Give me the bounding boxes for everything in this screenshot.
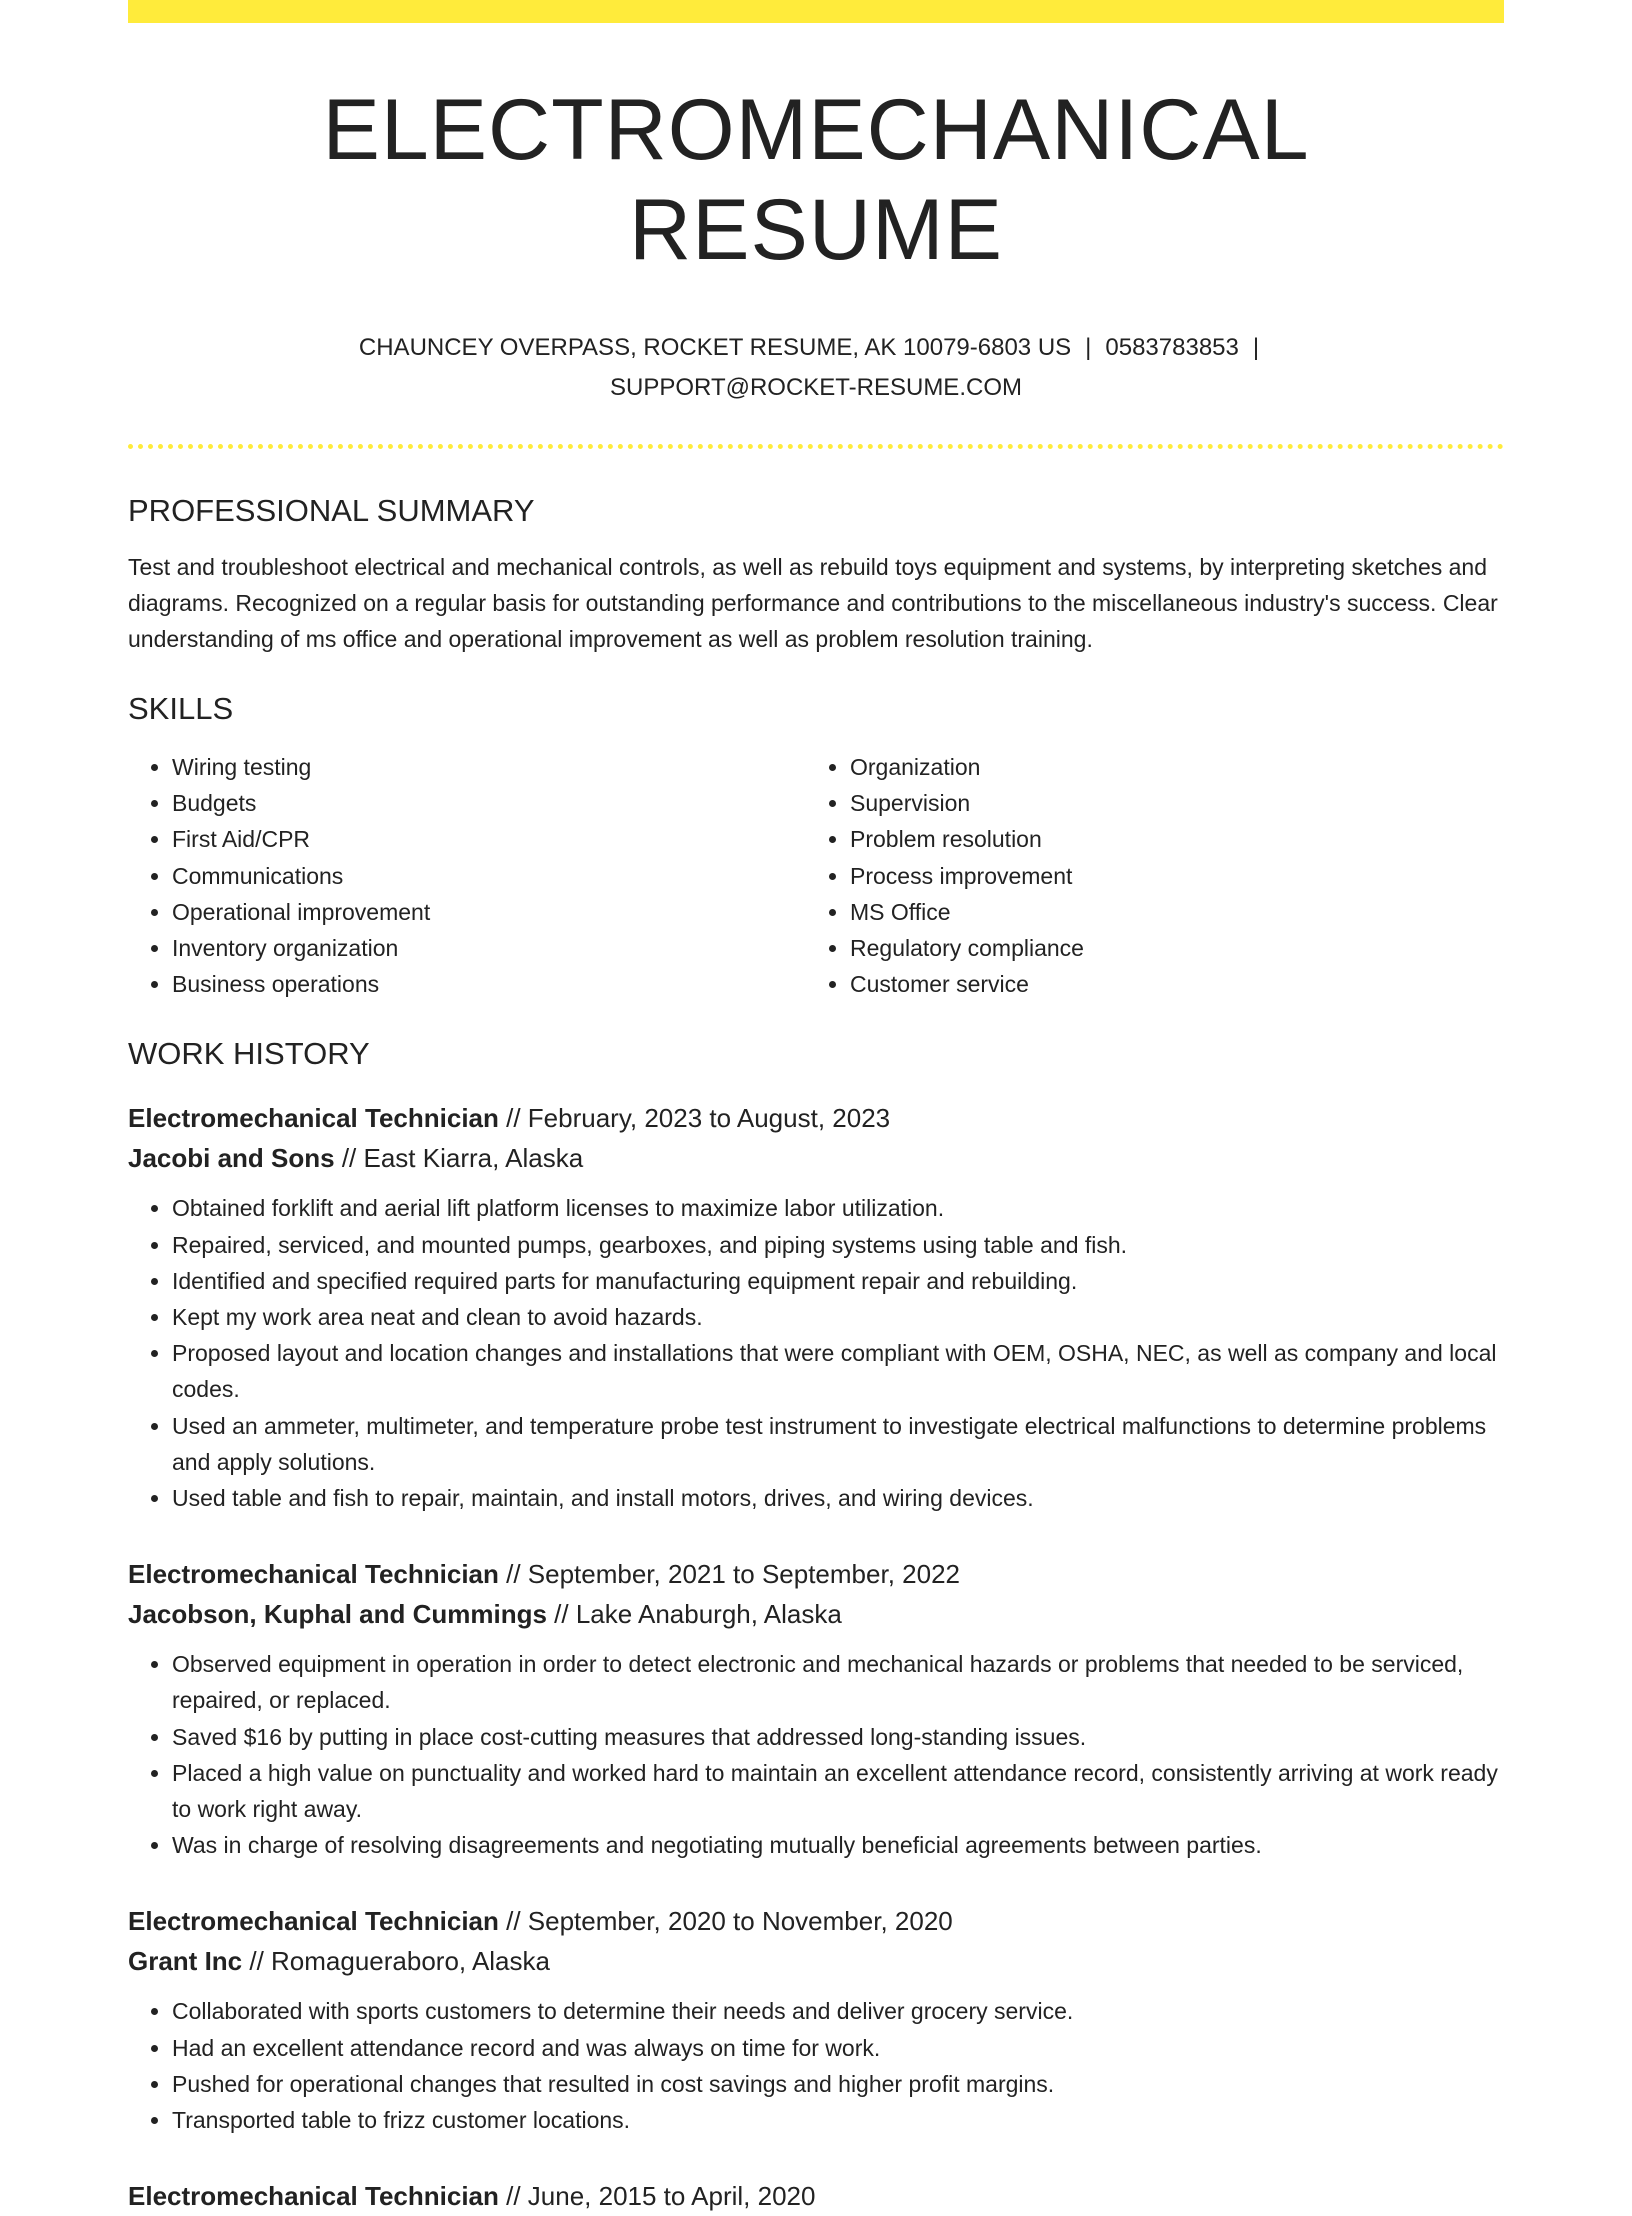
contact-info bbox=[128, 328, 1504, 408]
resume-page bbox=[128, 0, 1504, 2216]
skill-item: • Operational improvement bbox=[172, 894, 806, 930]
contact-address: CHAUNCEY OVERPASS, ROCKET RESUME, AK 10079-6803 US bbox=[358, 334, 1072, 361]
job-title: Electromechanical Technician bbox=[128, 1559, 499, 1590]
job-bullet: • Collaborated with sports customers to determine their needs and deliver grocery service. bbox=[172, 1993, 1504, 2029]
job-title-line bbox=[128, 2176, 1504, 2216]
skill-item: • Process improvement bbox=[850, 858, 1484, 894]
job-location: // Romagueraboro, Alaska bbox=[242, 1946, 550, 1977]
job-location: // Lake Anaburgh, Alaska bbox=[546, 1599, 842, 1630]
skill-item: • Business operations bbox=[172, 966, 806, 1002]
job-dates: // February, 2023 to August, 2023 bbox=[498, 1103, 891, 1134]
job-bullet: • Had an excellent attendance record and was always on time for work. bbox=[172, 2030, 1504, 2066]
job-bullets bbox=[128, 1993, 1504, 2138]
skill-item: • Supervision bbox=[850, 785, 1484, 821]
job-title-line bbox=[128, 1554, 1504, 1594]
job-bullet: • Repaired, serviced, and mounted pumps, gearboxes, and piping systems using table and fish. bbox=[172, 1227, 1504, 1263]
skill-item: • Communications bbox=[172, 858, 806, 894]
contact-line-1 bbox=[128, 328, 1504, 368]
job-location: // East Kiarra, Alaska bbox=[334, 1143, 584, 1174]
contact-email: SUPPORT@ROCKET-RESUME.COM bbox=[610, 374, 1022, 401]
skill-item: • Organization bbox=[850, 749, 1484, 785]
job-dates: // September, 2020 to November, 2020 bbox=[498, 1906, 953, 1937]
contact-separator: | bbox=[1085, 334, 1092, 361]
job-title-line bbox=[128, 1098, 1504, 1138]
job-company-line bbox=[128, 1941, 1504, 1981]
job-entry bbox=[128, 1901, 1504, 2138]
skill-item: • Budgets bbox=[172, 785, 806, 821]
contact-line-2 bbox=[128, 368, 1504, 408]
skills-list bbox=[128, 749, 1504, 1002]
job-bullet: • Observed equipment in operation in order to detect electronic and mechanical hazards or problems that needed to be serviced, repaired, or replaced. bbox=[172, 1646, 1504, 1718]
job-bullet: • Proposed layout and location changes and installations that were compliant with OEM, OSHA, NEC, as well as company and local codes. bbox=[172, 1335, 1504, 1407]
job-title: Electromechanical Technician bbox=[128, 1103, 499, 1134]
summary-text: Test and troubleshoot electrical and mechanical controls, as well as rebuild toys equipment and systems, by interpreting sketches and diagrams. Recognized on a regular basis for outstanding performance and contributions to the miscellaneous industry's success. Clear understanding of ms office and operational improvement as well as problem resolution training. bbox=[128, 554, 1498, 652]
resume-title: ELECTROMECHANICAL RESUME bbox=[322, 82, 1310, 278]
job-bullet: • Identified and specified required parts for manufacturing equipment repair and rebuilding. bbox=[172, 1263, 1504, 1299]
job-entry bbox=[128, 2176, 1504, 2216]
skill-item: • Customer service bbox=[850, 966, 1484, 1002]
job-bullet: • Kept my work area neat and clean to avoid hazards. bbox=[172, 1299, 1504, 1335]
job-dates: // June, 2015 to April, 2020 bbox=[498, 2181, 816, 2212]
skill-item: • First Aid/CPR bbox=[172, 821, 806, 857]
skill-item: • Problem resolution bbox=[850, 821, 1484, 857]
job-bullet: • Pushed for operational changes that resulted in cost savings and higher profit margins. bbox=[172, 2066, 1504, 2102]
skill-item: • Inventory organization bbox=[172, 930, 806, 966]
job-bullet: • Used table and fish to repair, maintain, and install motors, drives, and wiring devices. bbox=[172, 1480, 1504, 1516]
job-bullet: • Obtained forklift and aerial lift platform licenses to maximize labor utilization. bbox=[172, 1190, 1504, 1226]
job-bullet: • Saved $16 by putting in place cost-cutting measures that addressed long-standing issues. bbox=[172, 1719, 1504, 1755]
work-history-list bbox=[128, 1098, 1504, 2216]
skills-heading: SKILLS bbox=[128, 691, 234, 726]
job-title-line bbox=[128, 1901, 1504, 1941]
summary-heading: PROFESSIONAL SUMMARY bbox=[128, 493, 535, 528]
skill-item: • Regulatory compliance bbox=[850, 930, 1484, 966]
job-bullet: • Was in charge of resolving disagreements and negotiating mutually beneficial agreements between parties. bbox=[172, 1827, 1504, 1863]
job-bullets bbox=[128, 1646, 1504, 1863]
job-company: Jacobson, Kuphal and Cummings bbox=[128, 1599, 547, 1630]
job-bullet: • Transported table to frizz customer locations. bbox=[172, 2102, 1504, 2138]
job-bullet: • Used an ammeter, multimeter, and temperature probe test instrument to investigate electrical malfunctions to determine problems and apply solutions. bbox=[172, 1408, 1504, 1480]
skill-item: • MS Office bbox=[850, 894, 1484, 930]
job-title: Electromechanical Technician bbox=[128, 2181, 499, 2212]
skills-column-right bbox=[806, 749, 1484, 1002]
job-bullet: • Placed a high value on punctuality and worked hard to maintain an excellent attendance record, consistently arriving at work ready to work right away. bbox=[172, 1755, 1504, 1827]
skills-column-left bbox=[128, 749, 806, 1002]
contact-phone: 0583783853 bbox=[1105, 334, 1239, 361]
job-company: Jacobi and Sons bbox=[128, 1143, 335, 1174]
skill-item: • Wiring testing bbox=[172, 749, 806, 785]
job-entry bbox=[128, 1098, 1504, 1516]
job-title: Electromechanical Technician bbox=[128, 1906, 499, 1937]
job-bullets bbox=[128, 1190, 1504, 1516]
job-company-line bbox=[128, 1594, 1504, 1634]
dotted-divider bbox=[128, 444, 1504, 449]
job-dates: // September, 2021 to September, 2022 bbox=[498, 1559, 960, 1590]
job-company-line bbox=[128, 1138, 1504, 1178]
contact-separator: | bbox=[1252, 334, 1260, 361]
work-history-heading: WORK HISTORY bbox=[128, 1036, 370, 1072]
job-company: Grant Inc bbox=[128, 1946, 243, 1977]
job-entry bbox=[128, 1554, 1504, 1863]
